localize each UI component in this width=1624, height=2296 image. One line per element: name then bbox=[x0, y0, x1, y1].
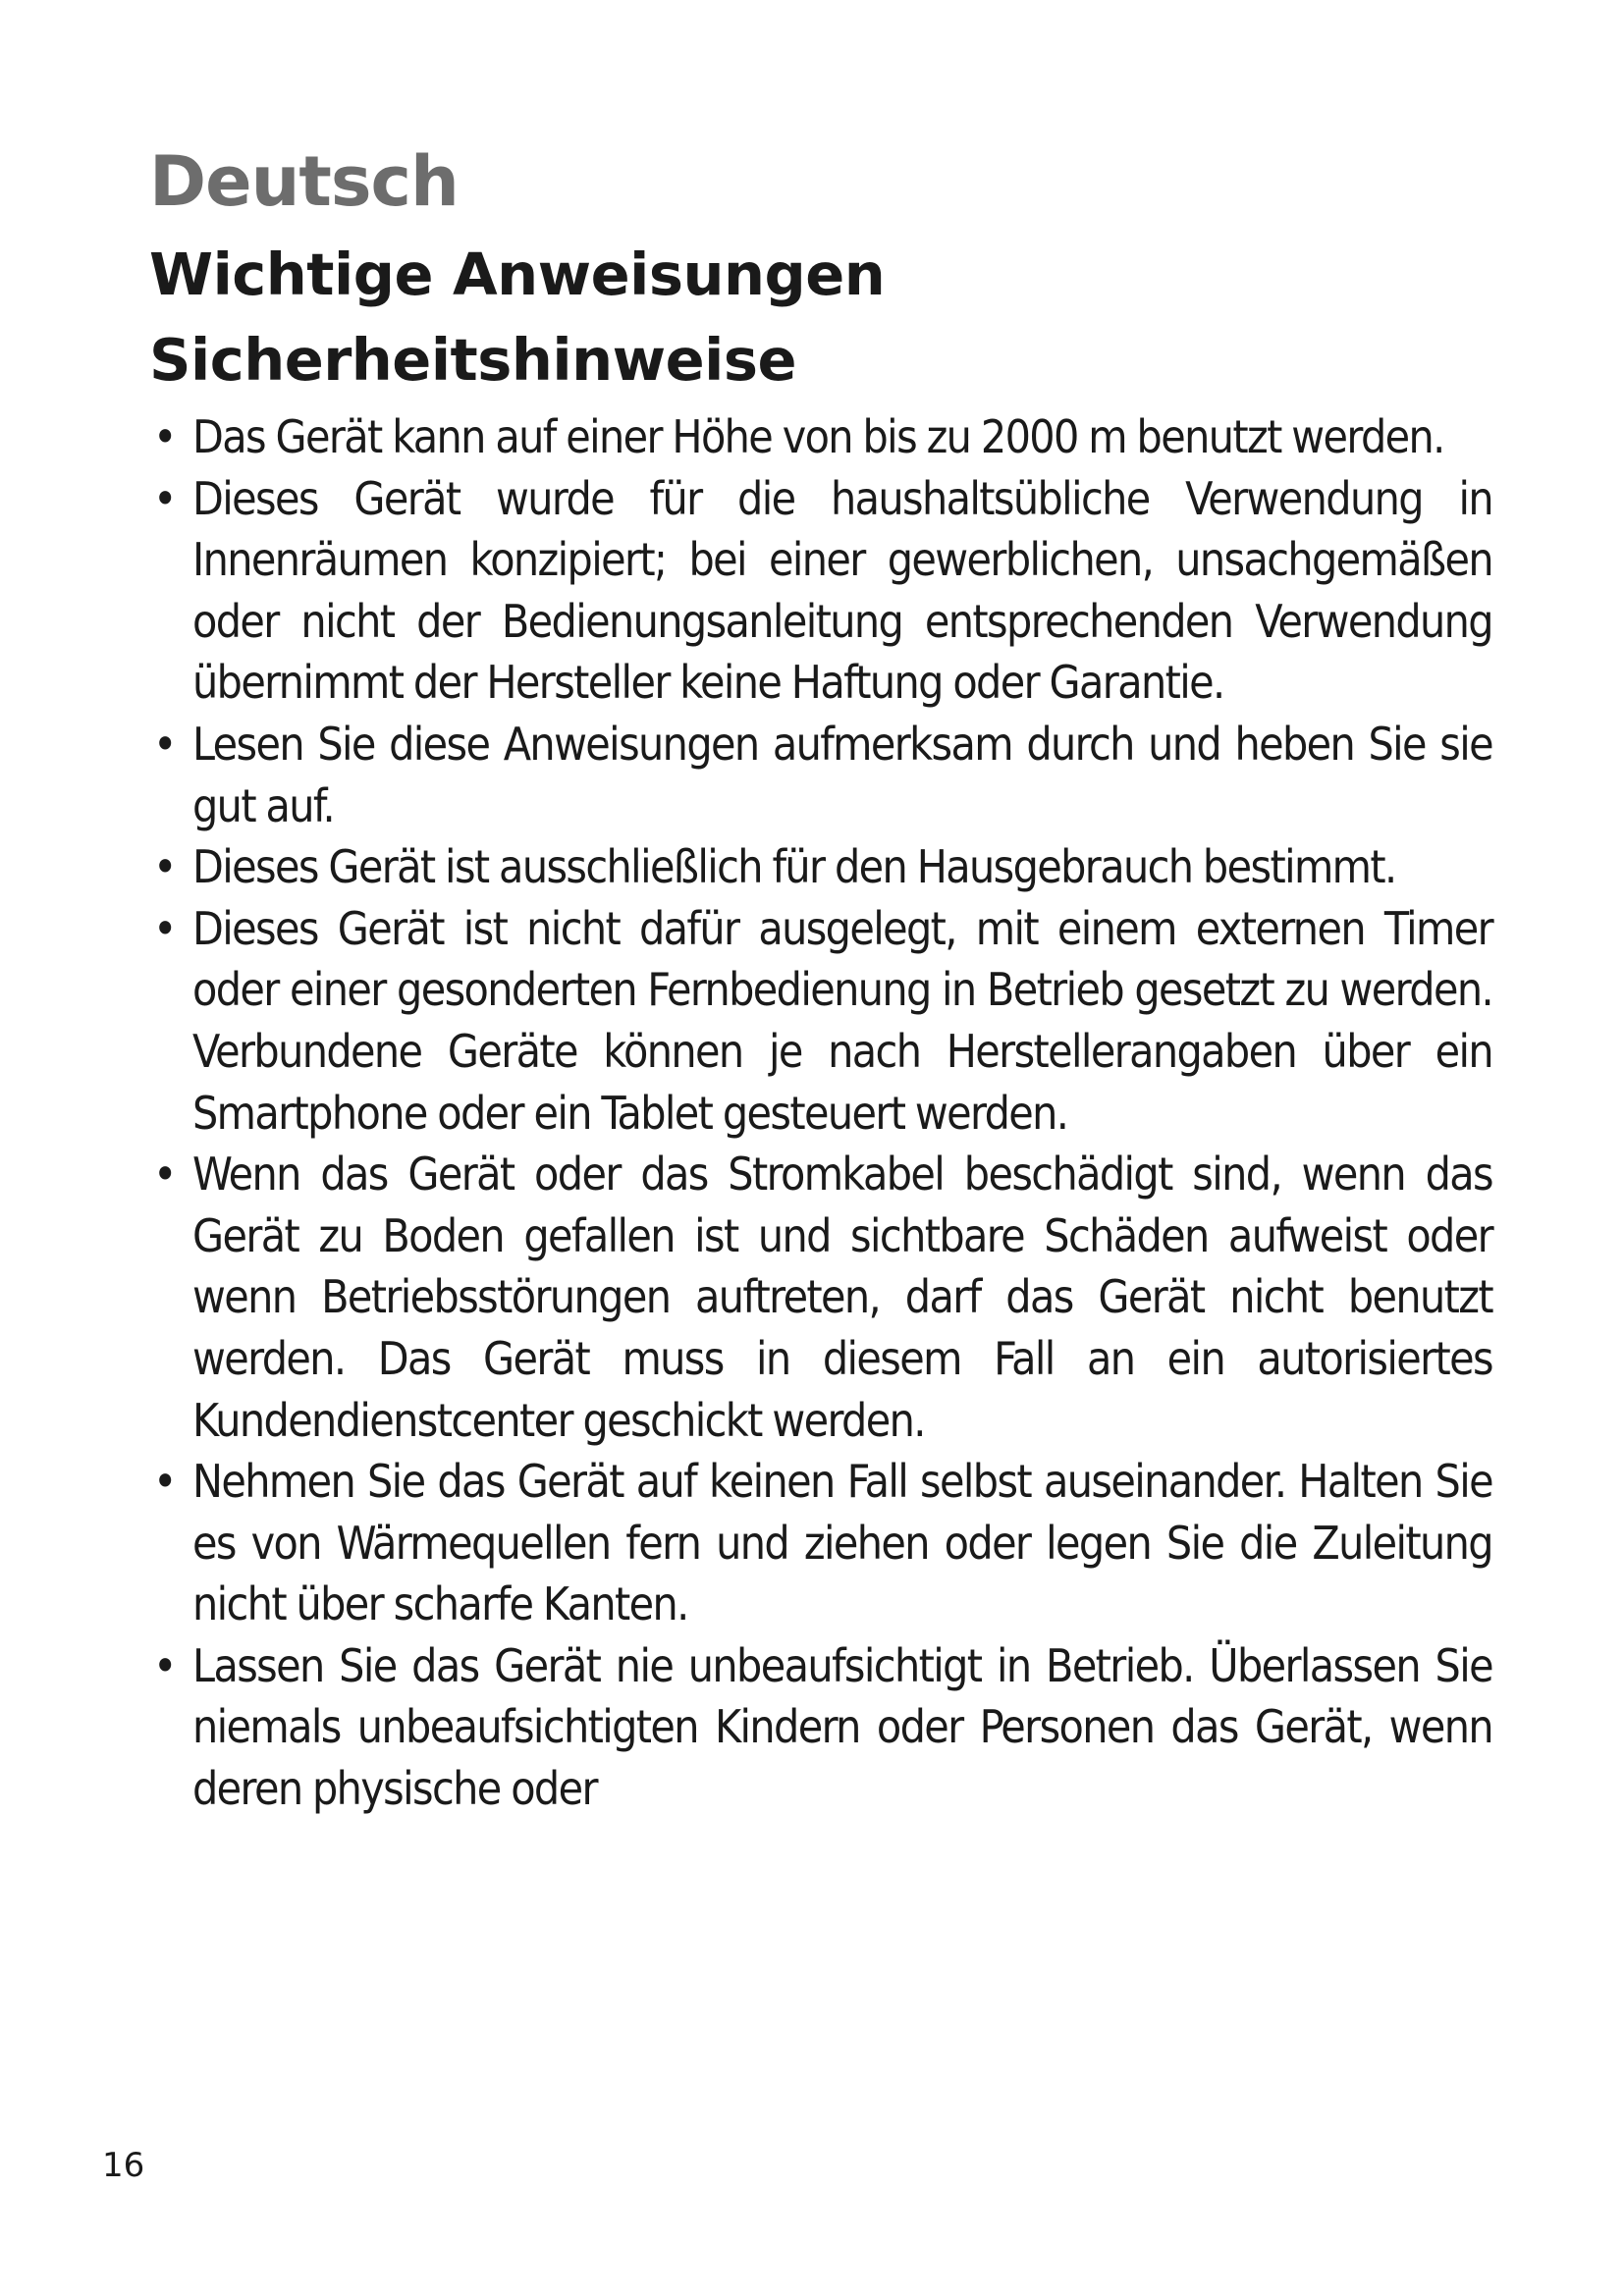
list-item bbox=[149, 898, 1492, 1144]
list-item bbox=[149, 836, 1492, 898]
subsection-title: Sicherheitshinweise bbox=[149, 326, 796, 394]
list-item bbox=[149, 406, 1492, 468]
list-item bbox=[149, 714, 1492, 836]
list-item bbox=[149, 468, 1492, 714]
list-item bbox=[149, 1635, 1492, 1820]
list-item-text: Lesen Sie diese Anweisungen aufmerksam durch und heben Sie sie gut auf. bbox=[192, 717, 1492, 832]
bullet-icon: • bbox=[153, 410, 176, 463]
list-item-text: Nehmen Sie das Gerät auf keinen Fall selbst auseinander. Halten Sie es von Wärmequellen fern und ziehen oder legen Sie die Zuleitung nicht über scharfe Kanten. bbox=[192, 1455, 1492, 1631]
bullet-icon: • bbox=[153, 901, 176, 955]
list-item bbox=[149, 1144, 1492, 1451]
bullet-icon: • bbox=[153, 1455, 176, 1509]
list-item-text: Wenn das Gerät oder das Stromkabel beschädigt sind, wenn das Gerät zu Boden gefallen ist und sichtbare Schäden aufweist oder wenn Betriebsstörungen auftreten, darf das Gerät nicht benutzt werden. Das Gerät muss in diesem Fall an ein autorisiertes Kundendienstcenter geschickt werden. bbox=[192, 1148, 1492, 1447]
section-title: Wichtige Anweisungen bbox=[149, 240, 886, 308]
list-item-text: Dieses Gerät ist nicht dafür ausgelegt, mit einem externen Timer oder einer gesonderten Fernbedienung in Betrieb gesetzt zu werden. Verbundene Geräte können je nach Herstellerangaben über ein Smartphone oder ein Tablet gesteuert werden. bbox=[192, 901, 1492, 1140]
bullet-icon: • bbox=[153, 1148, 176, 1201]
list-item-text: Dieses Gerät wurde für die haushaltsübliche Verwendung in Innenräumen konzipiert; bei einer gewerblichen, unsachgemäßen oder nicht der Bedienungsanleitung entsprechenden Verwendung übernimmt der Hersteller keine Haftung oder Garantie. bbox=[192, 471, 1492, 710]
document-page bbox=[149, 141, 1492, 1820]
bullet-icon: • bbox=[153, 1638, 176, 1692]
bullet-icon: • bbox=[153, 840, 176, 894]
safety-instructions-list bbox=[149, 406, 1492, 1820]
bullet-icon: • bbox=[153, 471, 176, 525]
page-number: 16 bbox=[102, 2146, 145, 2185]
list-item-text: Lassen Sie das Gerät nie unbeaufsichtigt in Betrieb. Überlassen Sie niemals unbeaufsichtigten Kindern oder Personen das Gerät, wenn deren physische oder bbox=[192, 1638, 1492, 1816]
bullet-icon: • bbox=[153, 717, 176, 771]
list-item bbox=[149, 1451, 1492, 1635]
list-item-text: Das Gerät kann auf einer Höhe von bis zu 2000 m benutzt werden. bbox=[192, 410, 1444, 463]
list-item-text: Dieses Gerät ist ausschließlich für den Hausgebrauch bestimmt. bbox=[192, 840, 1396, 894]
language-heading: Deutsch bbox=[149, 141, 459, 222]
